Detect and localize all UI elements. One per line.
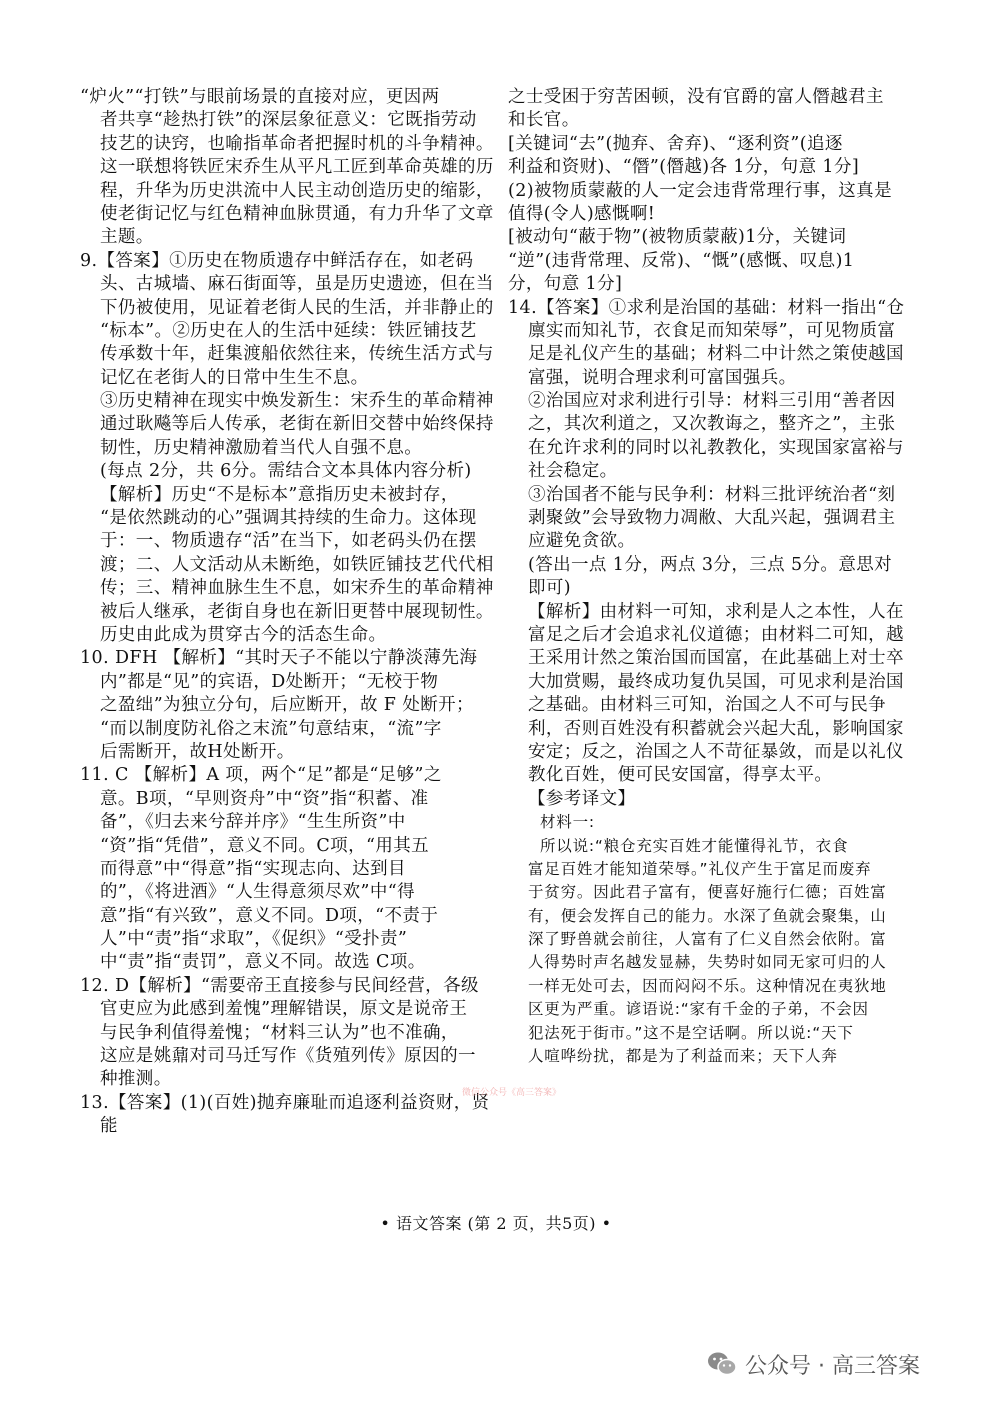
text-line: 的”，《将进酒》“人生得意须尽欢”中“得: [100, 882, 416, 903]
text-line: 渡；二、人文活动从未断绝，如铁匠铺技艺代代相: [100, 554, 494, 575]
text-line: 能: [100, 1116, 118, 1137]
text-line: 廪实而知礼节，衣食足而知荣辱”，可见物质富: [528, 320, 896, 341]
text-line: 之，其次利道之，又次教诲之，整齐之”，主张: [528, 414, 896, 435]
text-line: (每点 2分，共 6分。需结合文本具体内容分析): [100, 461, 472, 482]
text-line: 而得意”中“得意”指“实现志向、达到目: [100, 858, 406, 879]
text-line: 剥聚敛”会导致物力凋敝、大乱兴起，强调君主: [528, 508, 896, 529]
watermark-text: 微信公众号《高三答案》: [462, 1088, 562, 1098]
text-line: “逆”(违背常理、反常)、“慨”(感慨、叹息)1: [508, 250, 855, 271]
text-line: “标本”。②历史在人的生活中延续：铁匠铺技艺: [100, 320, 477, 341]
text-line: 分，句意 1分]: [508, 274, 623, 295]
translation-line: 于贫穷。因此君子富有，便喜好施行仁德；百姓富: [528, 883, 887, 902]
text-line: 应避免贪欲。: [528, 531, 636, 552]
text-line: [被动句“蔽于物”(被物质蒙蔽)1分，关键词: [508, 227, 847, 248]
text-line: 之士受困于穷苦困顿，没有官爵的富人僭越君主: [508, 87, 884, 107]
text-line: 大加赏赐，最终成功复仇吴国，可见求利是治国: [528, 671, 904, 692]
brand-mark: [707, 1349, 920, 1379]
text-line: ②治国应对求利进行引导：材料三引用“善者因: [528, 391, 896, 412]
text-line: 利，否则百姓没有积蓄就会兴起大乱，影响国家: [528, 718, 904, 739]
text-line: 意”指“有兴致”，意义不同。D项，“不责于: [100, 905, 439, 926]
translation-line: 富足百姓才能知道荣辱。”礼仪产生于富足而废弃: [528, 859, 872, 878]
text-line: 人”中“责”指“求取”，《促织》“受扑责”: [100, 929, 408, 950]
text-line: 在允许求利的同时以礼教教化，实现国家富裕与: [528, 437, 904, 458]
text-line: “炉火”“打铁”与眼前场景的直接对应，更因两: [80, 87, 440, 107]
text-line: 11. C 【解析】A 项，两个“足”都是“足够”之: [80, 765, 442, 786]
text-line: “而以制度防礼俗之末流”句意结束，“流”字: [100, 718, 442, 739]
text-line: 利益和资财)、“僭”(僭越)各 1分，句意 1分]: [508, 157, 860, 178]
text-line: [关键词“去”(抛弃、舍弃)、“逐利资”(追逐: [508, 133, 843, 154]
right-column: [508, 86, 918, 1068]
text-line: 意。B项，“早则资舟”中“资”指“积蓄、准: [100, 788, 429, 809]
text-line: (2)被物质蒙蔽的人一定会违背常理行事，这真是: [508, 180, 892, 201]
translation-line: 所以说:“粮仓充实百姓才能懂得礼节，衣食: [540, 836, 849, 855]
text-line: ③历史精神在现实中焕发新生：宋乔生的革命精神: [100, 391, 494, 412]
text-line: 技艺的诀窍，也喻指革命者把握时机的斗争精神。: [100, 133, 494, 154]
text-line: 即可): [528, 578, 572, 599]
translation-line: 有，便会发挥自己的能力。水深了鱼就会聚集，山: [528, 906, 887, 925]
text-line: 足是礼仪产生的基础；材料二中计然之策使越国: [528, 344, 904, 365]
text-line: 程，升华为历史洪流中人民主动创造历史的缩影，: [100, 180, 494, 201]
text-line: 社会稳定。: [528, 461, 618, 482]
text-line: 之盈绌”为独立分句，后应断开，故 F 处断开；: [100, 695, 474, 716]
text-line: “是依然跳动的心”强调其持续的生命力。这体现: [100, 508, 477, 529]
text-line: 于：一、物质遗存“活”在当下，如老码头仍在摆: [100, 531, 477, 552]
translation-line: 材料一:: [540, 813, 595, 832]
left-column: [80, 86, 494, 1139]
text-line: 后需断开，故H处断开。: [100, 741, 295, 762]
text-line: 记忆在老街人的日常中生生不息。: [100, 367, 369, 388]
text-line: 12. D【解析】“需要帝王直接参与民间经营，各级: [80, 975, 479, 996]
text-line: 这一联想将铁匠宋乔生从平凡工匠到革命英雄的历: [100, 157, 494, 178]
page-footer: • 语文答案 (第 2 页，共5页) •: [380, 1214, 612, 1233]
text-line: “资”指“凭借”，意义不同。C项，“用其五: [100, 835, 430, 856]
text-line: 传承数十年，赶集渡船依然往来，传统生活方式与: [100, 344, 494, 365]
text-line: 【解析】历史“不是标本”意指历史未被封存，: [100, 484, 459, 505]
text-line: 使老街记忆与红色精神血脉贯通，有力升华了文章: [100, 203, 494, 224]
text-line: 13.【答案】(1)(百姓)抛弃廉耻而追逐利益资财，贤: [80, 1092, 490, 1113]
text-line: 主题。: [100, 227, 154, 248]
text-line: 【参考译文】: [528, 788, 636, 809]
text-line: 富强，说明合理求利可富国强兵。: [528, 367, 797, 388]
text-line: 之基础。由材料三可知，治国之人不可与民争: [528, 695, 886, 716]
translation-line: 人得势时声名越发显赫，失势时如同无家可归的人: [528, 953, 887, 972]
text-line: 头、古城墙、麻石街面等，虽是历史遗迹，但在当: [100, 274, 494, 295]
text-line: 值得(令人)感慨啊!: [508, 203, 656, 224]
wechat-icon: [707, 1351, 737, 1377]
text-line: 中“责”指“责罚”，意义不同。故选 C项。: [100, 952, 426, 973]
text-line: 王采用计然之策治国而国富，在此基础上对士卒: [528, 648, 904, 669]
text-line: ③治国者不能与民争利：材料三批评统治者“刻: [528, 484, 896, 505]
text-line: 备”，《归去来兮辞并序》“生生所资”中: [100, 812, 406, 833]
translation-line: 人喧哗纷扰，都是为了利益而来；天下人奔: [528, 1047, 838, 1066]
text-line: 官吏应为此感到羞愧”理解错误，原文是说帝王: [100, 999, 468, 1020]
translation-line: 犯法死于街市。”这不是空话啊。所以说:“天下: [528, 1023, 854, 1042]
text-line: 与民争利值得羞愧；“材料三认为”也不准确，: [100, 1022, 459, 1043]
text-line: (答出一点 1分，两点 3分，三点 5分。意思对: [528, 554, 893, 575]
text-line: 这应是姚鼐对司马迁写作《货殖列传》原因的一: [100, 1046, 476, 1067]
text-line: 【解析】由材料一可知，求利是人之本性，人在: [528, 601, 904, 622]
text-line: 10. DFH 【解析】“其时天子不能以宁静淡薄先海: [80, 648, 478, 669]
translation-line: 区更为严重。谚语说:“家有千金的子弟，不会因: [528, 1000, 869, 1019]
text-line: 9.【答案】①历史在物质遗存中鲜活存在，如老码: [80, 250, 474, 271]
text-line: 富足之后才会追求礼仪道德；由材料二可知，越: [528, 624, 904, 645]
brand-label: 公众号 · 高三答案: [745, 1353, 920, 1379]
text-line: 韧性，历史精神激励着当代人自强不息。: [100, 437, 423, 458]
text-line: 种推测。: [100, 1069, 172, 1090]
text-line: 传；三、精神血脉生生不息，如宋乔生的革命精神: [100, 578, 494, 599]
text-line: 和长官。: [508, 110, 580, 131]
text-line: 被后人继承，老街自身也在新旧更替中展现韧性。: [100, 601, 494, 622]
text-line: 教化百姓，便可民安国富，得享太平。: [528, 765, 833, 786]
text-line: 14.【答案】①求利是治国的基础：材料一指出“仓: [508, 297, 905, 318]
translation-line: 一样无处可去，因而闷闷不乐。这种情况在夷狄地: [528, 976, 887, 995]
text-line: 安定；反之，治国之人不苛征暴敛，而是以礼仪: [528, 741, 904, 762]
text-line: 通过耿飚等后人传承，老街在新旧交替中始终保持: [100, 414, 494, 435]
translation-line: 深了野兽就会前往，人富有了仁义自然会依附。富: [528, 930, 887, 949]
text-line: 下仍被使用，见证着老街人民的生活，并非静止的: [100, 297, 494, 318]
text-line: 内”都是“见”的宾语，D处断开；“无校于物: [100, 671, 439, 692]
text-line: 者共享“趁热打铁”的深层象征意义：它既指劳动: [100, 110, 477, 131]
text-line: 历史由此成为贯穿古今的活态生命。: [100, 624, 387, 645]
